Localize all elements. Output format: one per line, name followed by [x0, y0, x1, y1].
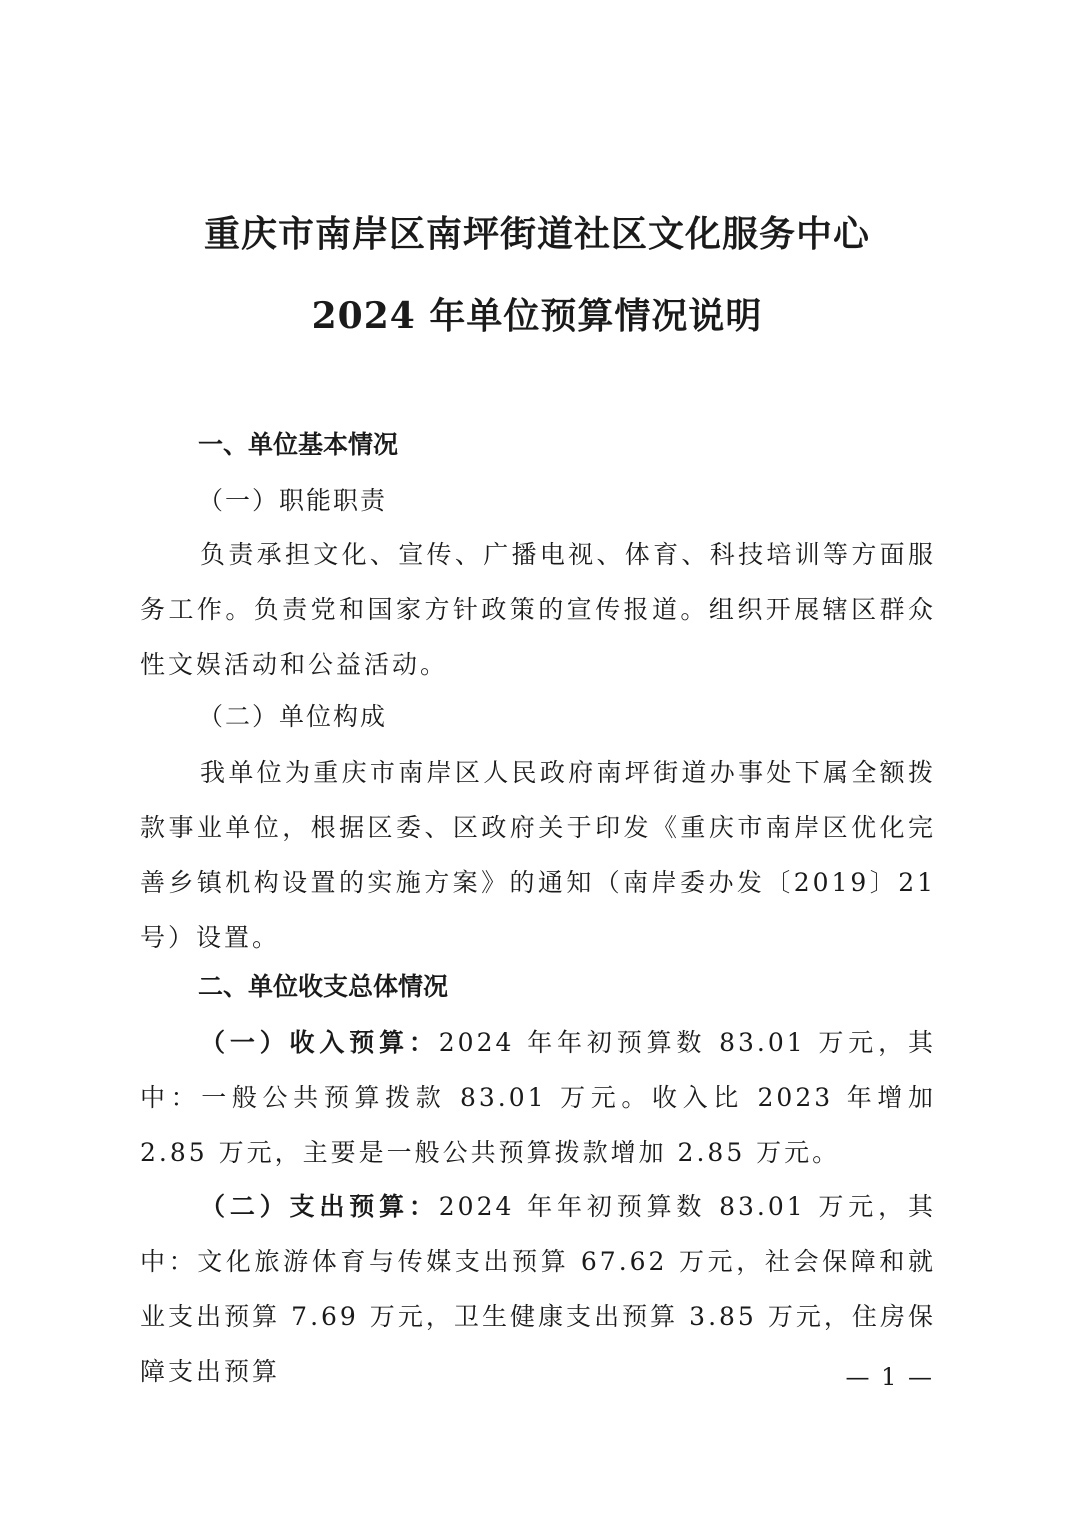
expense-budget-paragraph [140, 1179, 936, 1399]
section-1-heading: 一、单位基本情况 [198, 430, 399, 459]
duties-paragraph: 负责承担文化、宣传、广播电视、体育、科技培训等方面服务工作。负责党和国家方针政策的宣传报道。组织开展辖区群众性文娱活动和公益活动。 [140, 540, 936, 679]
expense-budget-lead: （二）支出预算： [200, 1192, 439, 1221]
income-budget-text: 2024 年年初预算数 83.01 万元，其中：一般公共预算拨款 83.01 万元。收入比 2023 年增加 2.85 万元，主要是一般公共预算拨款增加 2.85 万元。 [140, 1028, 936, 1167]
subsection-composition-heading: （二）单位构成 [198, 702, 388, 731]
section-2-heading: 二、单位收支总体情况 [198, 972, 449, 1001]
income-budget-lead: （一）收入预算： [200, 1028, 439, 1057]
subsection-duties-heading: （一）职能职责 [198, 486, 388, 515]
document-title-line-1: 重庆市南岸区南坪街道社区文化服务中心 [203, 213, 870, 255]
page-number: — 1 — [845, 1363, 934, 1391]
expense-budget-text: 2024 年年初预算数 83.01 万元，其中：文化旅游体育与传媒支出预算 67.62 万元，社会保障和就业支出预算 7.69 万元，卫生健康支出预算 3.85 万元，住房保障支出预算 [140, 1192, 936, 1386]
composition-paragraph: 我单位为重庆市南岸区人民政府南坪街道办事处下属全额拨款事业单位，根据区委、区政府关于印发《重庆市南岸区优化完善乡镇机构设置的实施方案》的通知（南岸委办发〔2019〕21号）设置。 [140, 758, 936, 952]
income-budget-paragraph [140, 1015, 936, 1180]
document-title-line-2: 2024 年单位预算情况说明 [311, 295, 763, 337]
